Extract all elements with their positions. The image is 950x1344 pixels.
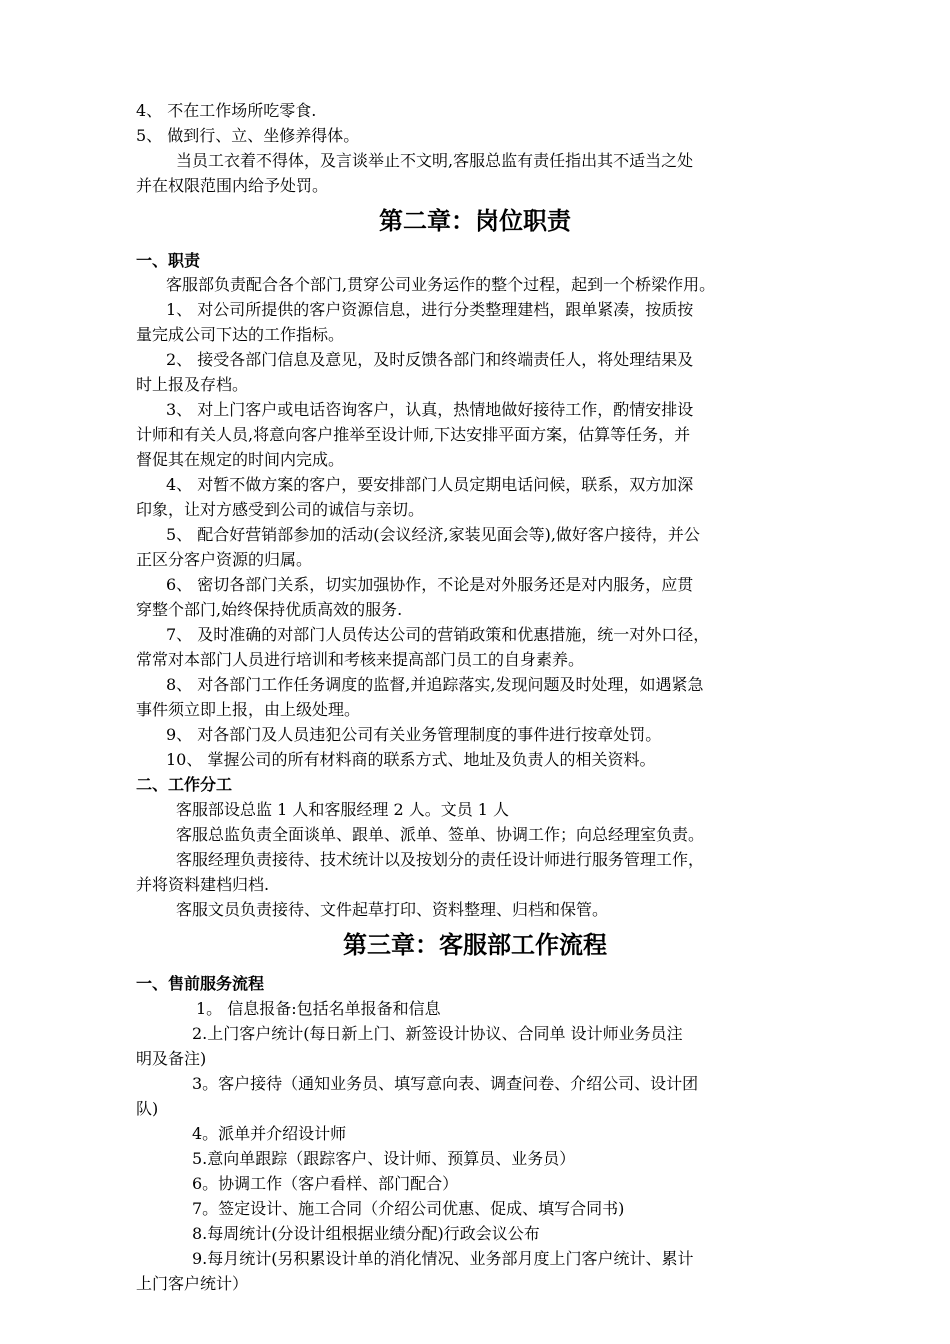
chapter-3-title: 第三章：客服部工作流程 [343, 931, 607, 959]
duty-line: 正区分客户资源的归属。 [136, 550, 313, 569]
process-step: 上门客户统计） [136, 1274, 249, 1293]
process-step: 4。派单并介绍设计师 [192, 1124, 347, 1143]
division-line: 客服经理负责接待、技术统计以及按划分的责任设计师进行服务管理工作， [176, 850, 705, 869]
process-step: 6。协调工作（客户看样、部门配合） [192, 1174, 459, 1193]
paragraph-line: 当员工衣着不得体，及言谈举止不文明,客服总监有责任指出其不适当之处 [176, 151, 694, 170]
duty-line: 2、 接受各部门信息及意见，及时反馈各部门和终端责任人，将处理结果及 [166, 350, 694, 369]
paragraph-line: 并在权限范围内给予处罚。 [136, 176, 329, 195]
duty-line: 9、 对各部门及人员违犯公司有关业务管理制度的事件进行按章处罚。 [166, 725, 662, 744]
duty-line: 常常对本部门人员进行培训和考核来提高部门员工的自身素养。 [136, 650, 585, 669]
duty-line: 4、 对暂不做方案的客户，要安排部门人员定期电话问候，联系，双方加深 [166, 475, 694, 494]
process-step: 9.每月统计(另积累设计单的消化情况、业务部月度上门客户统计、累计 [192, 1249, 694, 1268]
section-title-duties: 一、职责 [136, 251, 201, 270]
section-title-division: 二、工作分工 [136, 775, 233, 794]
division-line: 客服部设总监 1 人和客服经理 2 人。文员 1 人 [176, 800, 510, 819]
duty-line: 6、 密切各部门关系，切实加强协作，不论是对外服务还是对内服务，应贯 [166, 575, 694, 594]
duty-line: 3、 对上门客户或电话咨询客户，认真，热情地做好接待工作，酌情安排设 [166, 400, 694, 419]
process-step: 3。客户接待（通知业务员、填写意向表、调查问卷、介绍公司、设计团 [192, 1074, 699, 1093]
division-line: 客服总监负责全面谈单、跟单、派单、签单、协调工作；向总经理室负责。 [176, 825, 705, 844]
process-step: 明及备注) [136, 1049, 207, 1068]
duty-line: 穿整个部门,始终保持优质高效的服务. [136, 600, 403, 619]
process-step: 5.意向单跟踪（跟踪客户、设计师、预算员、业务员） [192, 1149, 576, 1168]
rule-item-5: 5、 做到行、立、坐修养得体。 [136, 126, 360, 145]
duty-line: 印象，让对方感受到公司的诚信与亲切。 [136, 500, 425, 519]
process-step: 8.每周统计(分设计组根据业绩分配)行政会议公布 [192, 1224, 540, 1243]
duty-line: 计师和有关人员,将意向客户推举至设计师,下达安排平面方案，估算等任务，并 [136, 425, 691, 444]
process-step: 1。 信息报备:包括名单报备和信息 [196, 999, 441, 1018]
duty-line: 量完成公司下达的工作指标。 [136, 325, 345, 344]
division-line: 并将资料建档归档. [136, 875, 270, 894]
duty-line: 8、 对各部门工作任务调度的监督,并追踪落实,发现问题及时处理，如遇紧急 [166, 675, 704, 694]
duty-line: 5、 配合好营销部参加的活动(会议经济,家装见面会等),做好客户接待，并公 [166, 525, 700, 544]
duty-line: 时上报及存档。 [136, 375, 249, 394]
process-step: 7。签定设计、施工合同（介绍公司优惠、促成、填写合同书) [192, 1199, 625, 1218]
duty-line: 督促其在规定的时间内完成。 [136, 450, 345, 469]
process-step: 2.上门客户统计(每日新上门、新签设计协议、合同单 设计师业务员注 [192, 1024, 683, 1043]
duty-line: 10、 掌握公司的所有材料商的联系方式、地址及负责人的相关资料。 [166, 750, 656, 769]
chapter-2-title: 第二章：岗位职责 [379, 207, 571, 235]
duty-line: 客服部负责配合各个部门,贯穿公司业务运作的整个过程，起到一个桥梁作用。 [166, 275, 716, 294]
duty-line: 事件须立即上报，由上级处理。 [136, 700, 361, 719]
division-line: 客服文员负责接待、文件起草打印、资料整理、归档和保管。 [176, 900, 609, 919]
section-title-presales: 一、售前服务流程 [136, 974, 265, 993]
process-step: 队) [136, 1099, 159, 1118]
rule-item-4: 4、 不在工作场所吃零食. [136, 101, 317, 120]
duty-line: 7、 及时准确的对部门人员传达公司的营销政策和优惠措施，统一对外口径， [166, 625, 710, 644]
duty-line: 1、 对公司所提供的客户资源信息，进行分类整理建档，跟单紧凑，按质按 [166, 300, 694, 319]
